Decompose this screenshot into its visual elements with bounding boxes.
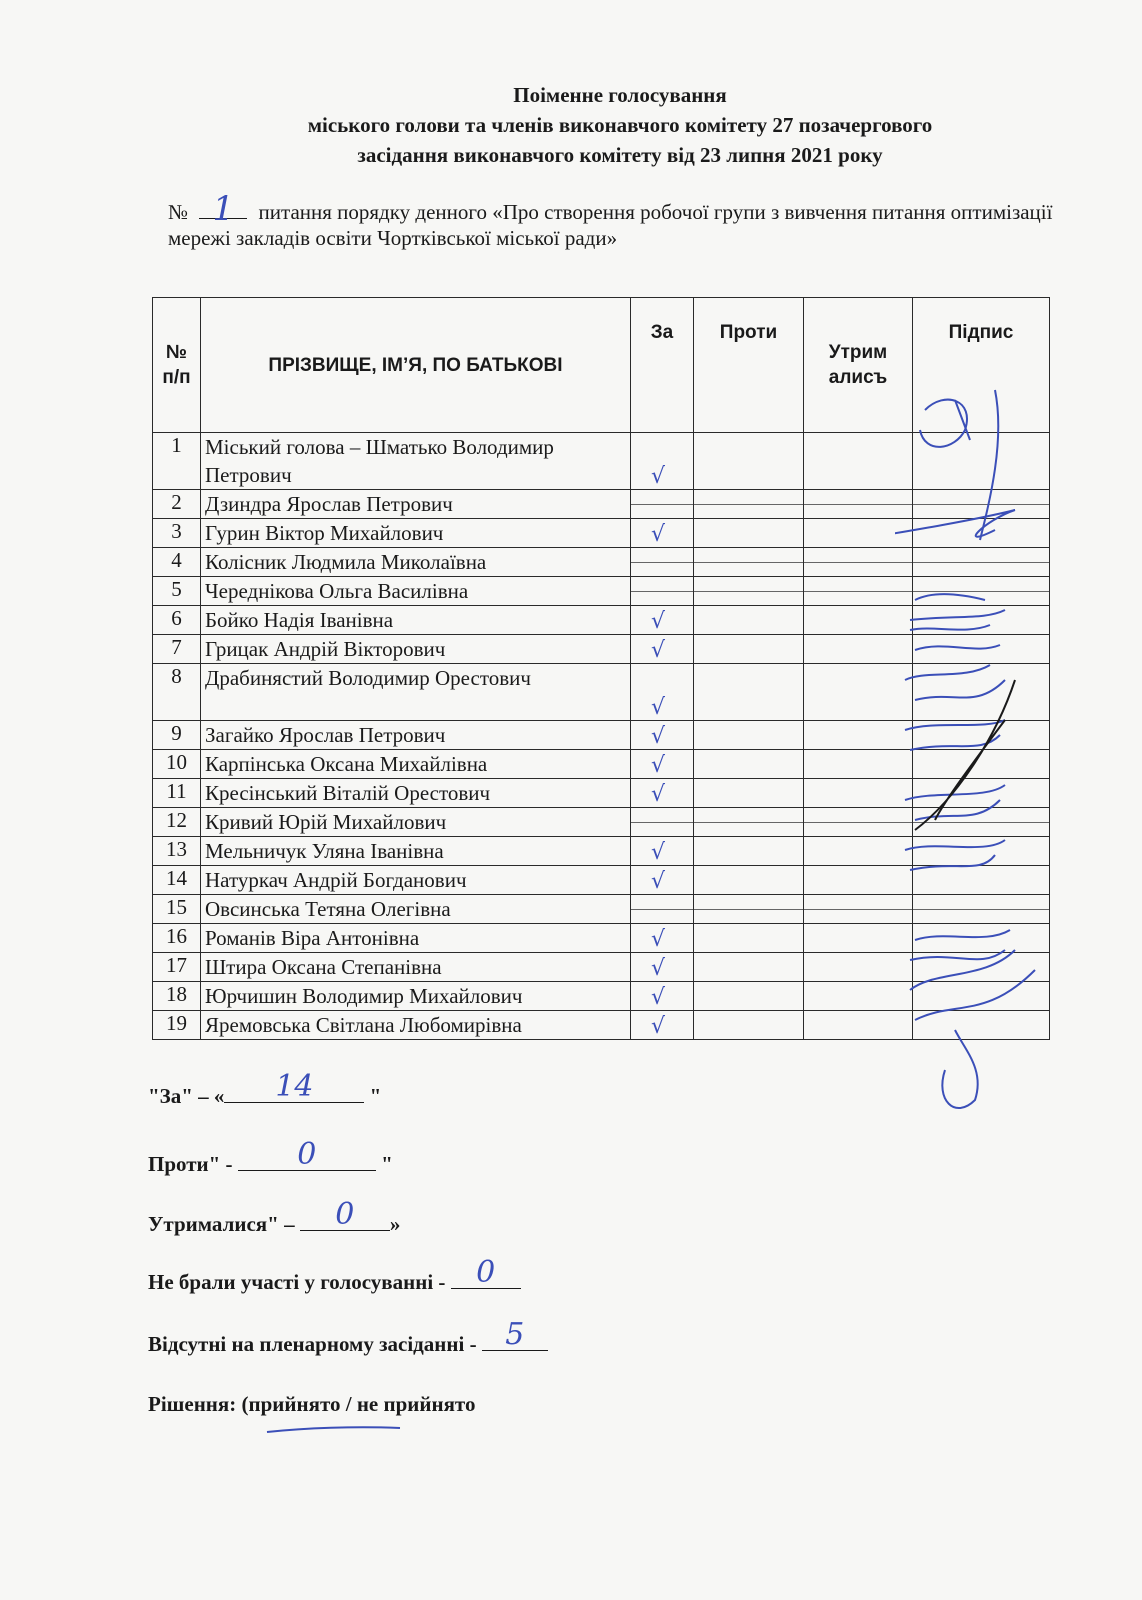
vote-for-cell — [631, 635, 694, 664]
vote-against-cell — [694, 895, 804, 924]
row-name: Загайко Ярослав Петрович — [201, 721, 631, 750]
vote-against-cell — [694, 721, 804, 750]
strike-line — [631, 909, 693, 910]
summary-decision-label: Рішення: (прийнято / не прийнято — [148, 1392, 476, 1416]
strike-line — [694, 504, 803, 505]
row-name: Гурин Віктор Михайлович — [201, 519, 631, 548]
row-name: Овсинська Тетяна Олегівна — [201, 895, 631, 924]
row-name: Юрчишин Володимир Михайлович — [201, 982, 631, 1011]
row-name: Грицак Андрій Вікторович — [201, 635, 631, 664]
row-name: Кривий Юрій Михайлович — [201, 808, 631, 837]
row-name: Мельничук Уляна Іванівна — [201, 837, 631, 866]
summary-absent-label: Відсутні на пленарному засіданні - — [148, 1332, 477, 1356]
vote-against-cell — [694, 635, 804, 664]
row-num: 9 — [153, 721, 201, 750]
vote-against-cell — [694, 606, 804, 635]
row-name: Драбинястий Володимир Орестович — [201, 664, 631, 721]
row-num: 15 — [153, 895, 201, 924]
vote-against-cell — [694, 750, 804, 779]
row-num: 2 — [153, 490, 201, 519]
check-mark-icon: √ — [651, 522, 666, 547]
summary-against-end: " — [381, 1152, 393, 1176]
summary-abstained-label: Утрималися" – — [148, 1212, 295, 1236]
check-mark-icon: √ — [651, 609, 666, 634]
check-mark-icon: √ — [651, 753, 666, 778]
row-num: 7 — [153, 635, 201, 664]
summary-abstained-field — [300, 1197, 390, 1232]
summary-for-label: "За" – « — [148, 1084, 225, 1108]
check-mark-icon: √ — [651, 782, 666, 807]
summary-abstained-end: » — [389, 1212, 401, 1236]
title-line-2: міського голови та членів виконавчого комітету 27 позачергового — [307, 113, 933, 137]
check-mark-icon: √ — [651, 840, 666, 865]
summary-not-voted-field — [451, 1255, 521, 1290]
row-name: Штира Оксана Степанівна — [201, 953, 631, 982]
summary-not-voted-label: Не брали участі у голосуванні - — [148, 1270, 446, 1294]
question-number-prefix: № — [168, 200, 189, 224]
vote-for-cell — [631, 837, 694, 866]
vote-against-cell — [694, 664, 804, 721]
vote-for-cell — [631, 721, 694, 750]
summary-absent-field — [482, 1317, 548, 1352]
vote-for-cell — [631, 953, 694, 982]
summary-decision — [148, 1392, 475, 1417]
vote-for-cell — [631, 808, 694, 837]
check-mark-icon: √ — [651, 869, 666, 894]
vote-against-cell — [694, 808, 804, 837]
row-num: 17 — [153, 953, 201, 982]
question-text: питання порядку денного «Про створення робочої групи з вивчення питання оптимізації мережі закладів освіти Чортківської міської ради» — [168, 200, 1053, 250]
row-num: 5 — [153, 577, 201, 606]
vote-for-cell — [631, 664, 694, 721]
strike-line — [694, 591, 803, 592]
row-num: 11 — [153, 779, 201, 808]
row-num: 10 — [153, 750, 201, 779]
row-name: Натуркач Андрій Богданович — [201, 866, 631, 895]
row-num: 8 — [153, 664, 201, 721]
header-signature: Підпис — [913, 298, 1050, 433]
row-name: Дзиндра Ярослав Петрович — [201, 490, 631, 519]
vote-for-cell — [631, 895, 694, 924]
row-num: 6 — [153, 606, 201, 635]
vote-against-cell — [694, 924, 804, 953]
question-number-field — [199, 189, 247, 229]
row-name: Кресінський Віталій Орестович — [201, 779, 631, 808]
vote-against-cell — [694, 1011, 804, 1040]
header-num: № п/п — [153, 298, 201, 433]
summary-for — [148, 1069, 382, 1109]
row-name: Яремовська Світлана Любомирівна — [201, 1011, 631, 1040]
check-mark-icon: √ — [651, 985, 666, 1010]
row-num: 13 — [153, 837, 201, 866]
strike-line — [694, 562, 803, 563]
check-mark-icon: √ — [651, 724, 666, 749]
strike-line — [631, 562, 693, 563]
summary-absent-value: 5 — [505, 1317, 525, 1352]
summary-abstained — [148, 1197, 401, 1237]
summary-not-voted — [148, 1255, 521, 1295]
check-mark-icon: √ — [651, 464, 666, 489]
header-for: За — [631, 298, 694, 433]
check-mark-icon: √ — [651, 695, 666, 720]
row-num: 1 — [153, 433, 201, 490]
vote-against-cell — [694, 779, 804, 808]
vote-against-cell — [694, 982, 804, 1011]
row-name: Романів Віра Антонівна — [201, 924, 631, 953]
vote-for-cell — [631, 519, 694, 548]
check-mark-icon: √ — [651, 956, 666, 981]
row-name: Міський голова – Шматько Володимир Петрович — [201, 433, 631, 490]
strike-line — [631, 591, 693, 592]
vote-for-cell — [631, 779, 694, 808]
summary-for-end: " — [369, 1084, 382, 1108]
agenda-question — [168, 189, 1078, 251]
row-num: 16 — [153, 924, 201, 953]
vote-for-cell — [631, 750, 694, 779]
check-mark-icon: √ — [651, 1014, 666, 1039]
vote-for-cell — [631, 924, 694, 953]
row-num: 4 — [153, 548, 201, 577]
vote-for-cell — [631, 606, 694, 635]
row-num: 18 — [153, 982, 201, 1011]
row-num: 14 — [153, 866, 201, 895]
summary-for-value: 14 — [275, 1069, 314, 1104]
vote-against-cell — [694, 837, 804, 866]
summary-against-value: 0 — [297, 1137, 317, 1172]
vote-for-cell — [631, 577, 694, 606]
row-num: 3 — [153, 519, 201, 548]
row-name: Карпінська Оксана Михайлівна — [201, 750, 631, 779]
document-title — [150, 80, 1090, 170]
vote-for-cell — [631, 982, 694, 1011]
title-line-1: Поіменне голосування — [513, 83, 727, 107]
vote-against-cell — [694, 577, 804, 606]
vote-for-cell — [631, 866, 694, 895]
header-against: Проти — [694, 298, 804, 433]
strike-line — [631, 822, 693, 823]
vote-for-cell — [631, 490, 694, 519]
vote-against-cell — [694, 519, 804, 548]
summary-for-field — [224, 1069, 364, 1104]
vote-for-cell — [631, 433, 694, 490]
question-number-handwritten: 1 — [212, 189, 235, 229]
vote-against-cell — [694, 490, 804, 519]
check-mark-icon: √ — [651, 638, 666, 663]
signatures-scribble — [895, 380, 1070, 1120]
summary-abstained-value: 0 — [335, 1197, 355, 1232]
vote-against-cell — [694, 953, 804, 982]
strike-line — [694, 822, 803, 823]
row-name: Череднікова Ольга Василівна — [201, 577, 631, 606]
summary-against — [148, 1137, 393, 1177]
decision-underline — [265, 1420, 405, 1440]
header-abstained: Утрим алисъ — [804, 298, 913, 433]
vote-against-cell — [694, 866, 804, 895]
summary-absent — [148, 1317, 548, 1357]
summary-not-voted-value: 0 — [476, 1255, 496, 1290]
strike-line — [631, 504, 693, 505]
vote-against-cell — [694, 433, 804, 490]
check-mark-icon: √ — [651, 927, 666, 952]
title-line-3: засідання виконавчого комітету від 23 липня 2021 року — [357, 143, 883, 167]
vote-for-cell — [631, 1011, 694, 1040]
header-name: ПРІЗВИЩЕ, ІМ’Я, ПО БАТЬКОВІ — [201, 298, 631, 433]
strike-line — [694, 909, 803, 910]
summary-against-field — [238, 1137, 376, 1172]
row-num: 19 — [153, 1011, 201, 1040]
row-name: Колісник Людмила Миколаївна — [201, 548, 631, 577]
row-num: 12 — [153, 808, 201, 837]
summary-against-label: Проти" - — [148, 1152, 233, 1176]
vote-for-cell — [631, 548, 694, 577]
vote-against-cell — [694, 548, 804, 577]
row-name: Бойко Надія Іванівна — [201, 606, 631, 635]
